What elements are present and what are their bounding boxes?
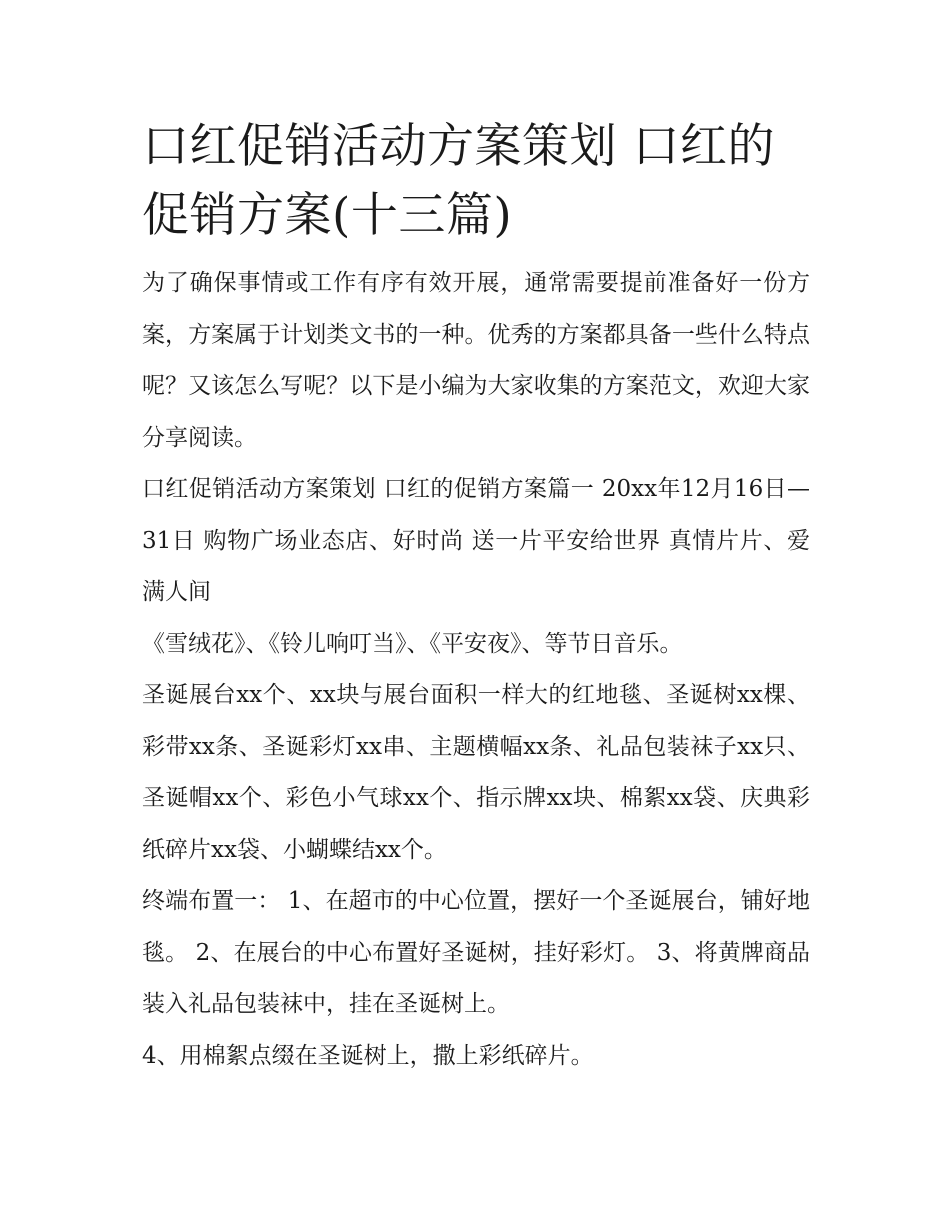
document-title: 口红促销活动方案策划 口红的促销方案(十三篇) bbox=[142, 119, 775, 243]
paragraph-materials: 圣诞展台xx个、xx块与展台面积一样大的红地毯、圣诞树xx棵、彩带xx条、圣诞彩灯xx串、主题横幅xx条、礼品包装袜子xx只、圣诞帽xx个、彩色小气球xx个、指示牌xx块、棉絮xx袋、庆典彩纸碎片xx袋、小蝴蝶结xx个。 bbox=[142, 682, 810, 863]
paragraph-layout-steps: 终端布置一： 1、在超市的中心位置，摆好一个圣诞展台，铺好地毯。 2、在展台的中心布置好圣诞树，挂好彩灯。 3、将黄牌商品装入礼品包装袜中，挂在圣诞树上。 bbox=[142, 888, 810, 1017]
paragraph-step-four: 4、用棉絮点缀在圣诞树上，撒上彩纸碎片。 bbox=[142, 1042, 594, 1069]
paragraph-intro: 为了确保事情或工作有序有效开展，通常需要提前准备好一份方案，方案属于计划类文书的一种。优秀的方案都具备一些什么特点呢？又该怎么写呢？以下是小编为大家收集的方案范文，欢迎大家分享阅读。 bbox=[142, 270, 810, 451]
paragraph-event-info: 口红促销活动方案策划 口红的促销方案篇一 20xx年12月16日—31日 购物广场业态店、好时尚 送一片平安给世界 真情片片、爱满人间 bbox=[142, 476, 810, 605]
paragraph-music: 《雪绒花》、《铃儿响叮当》、《平安夜》、等节日音乐。 bbox=[142, 630, 683, 657]
document-page bbox=[142, 112, 810, 1082]
